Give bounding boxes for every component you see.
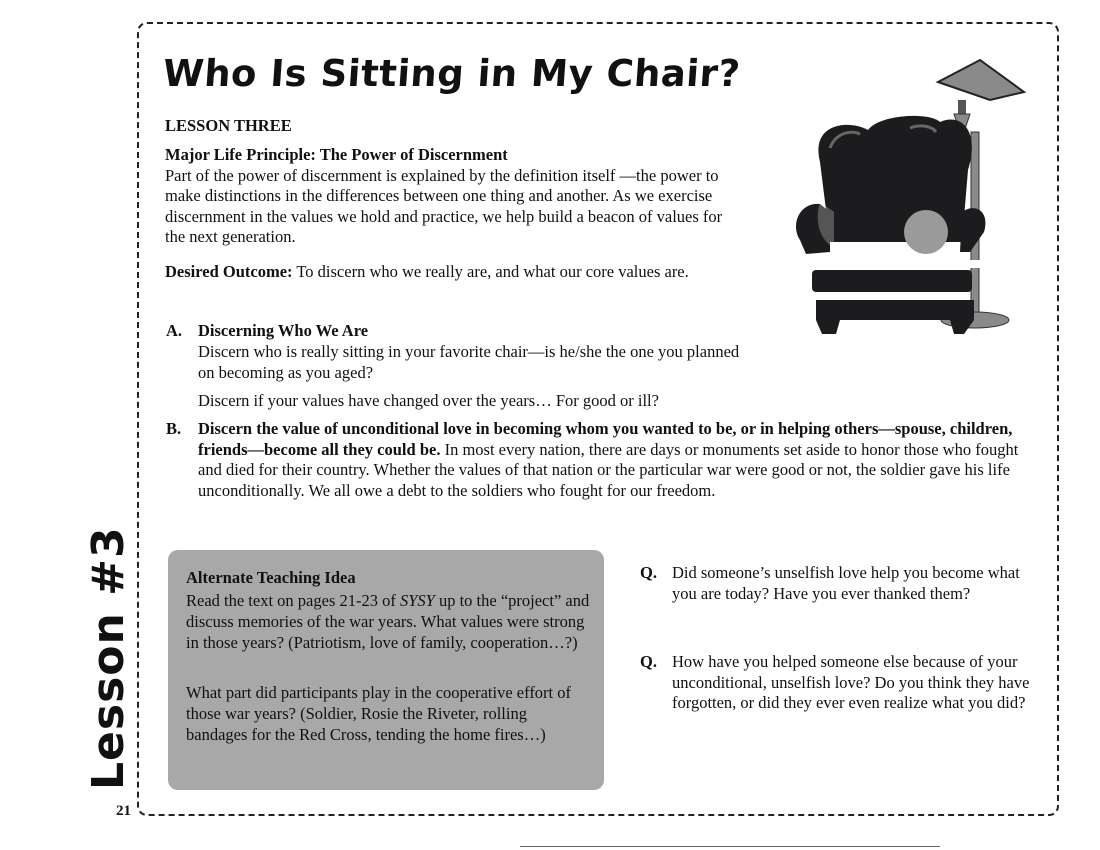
lesson-label: LESSON THREE [165, 116, 292, 135]
teaching-idea-heading: Alternate Teaching Idea [186, 568, 356, 587]
question-1-mark: Q. [640, 563, 657, 582]
side-lesson-label: Lesson #3 [83, 526, 134, 790]
teaching-idea-paragraph-1 [186, 590, 591, 653]
question-2-text: How have you helped someone else because of your unconditional, unselfish love? Do you think they have forgotten, or did they ever even realize what you did? [672, 652, 1030, 712]
outcome-label: Desired Outcome: [165, 262, 293, 281]
question-1-text: Did someone’s unselfish love help you become what you are today? Have you ever thanked them? [672, 563, 1020, 603]
principle-heading: Major Life Principle: The Power of Discernment [165, 145, 508, 164]
outcome-text: To discern who we really are, and what our core values are. [296, 262, 689, 281]
section-a-title: Discerning Who We Are [198, 321, 369, 340]
page-title: Who Is Sitting in My Chair? [161, 52, 742, 95]
teaching-p1-end: up to the “project” and discuss memories of the war years. What values were strong in those years? (Patriotism, love of family, cooperation…?) [186, 591, 590, 652]
page-number: 21 [116, 803, 131, 819]
section-b-letter: B. [166, 419, 182, 438]
teaching-idea-paragraph-2: What part did participants play in the cooperative effort of those war years? (Soldier, Rosie the Riveter, rolling bandages for the Red Cross, tending the home fires…) [186, 683, 572, 744]
principle-block [165, 145, 725, 248]
section-b-bold: Discern the value of unconditional love in becoming whom you wanted to be, or in helping others—spouse, children, friends—become all they could be. [198, 419, 1013, 459]
armchair-lamp-illustration [790, 52, 1030, 352]
section-b-paragraph [198, 419, 1028, 501]
armchair-icon [796, 116, 985, 334]
section-a-paragraph-2: Discern if your values have changed over the years… For good or ill? [198, 391, 659, 410]
bottom-rule [520, 846, 940, 847]
section-b-text: In most every nation, there are days or monuments set aside to honor those who fought and died for their country. Whether the values of that nation or the particular war were good or not, the soldier gave his life unconditionally. We all owe a debt to the soldiers who fought for our freedom. [198, 439, 1019, 500]
section-a-paragraph-1: Discern who is really sitting in your favorite chair—is he/she the one you planned on becoming as you aged? [198, 342, 740, 382]
principle-body: Part of the power of discernment is explained by the definition itself —the power to make distinctions in the differences between one thing and another. As we exercise discernment in the values we hold and practice, we help build a beacon of values for the next generation. [165, 165, 723, 246]
teaching-p1-book: SYSY [399, 591, 435, 610]
teaching-p1-start: Read the text on pages 21-23 of [186, 591, 400, 610]
section-a-letter: A. [166, 321, 183, 340]
question-2-mark: Q. [640, 652, 657, 671]
desired-outcome [165, 262, 689, 282]
